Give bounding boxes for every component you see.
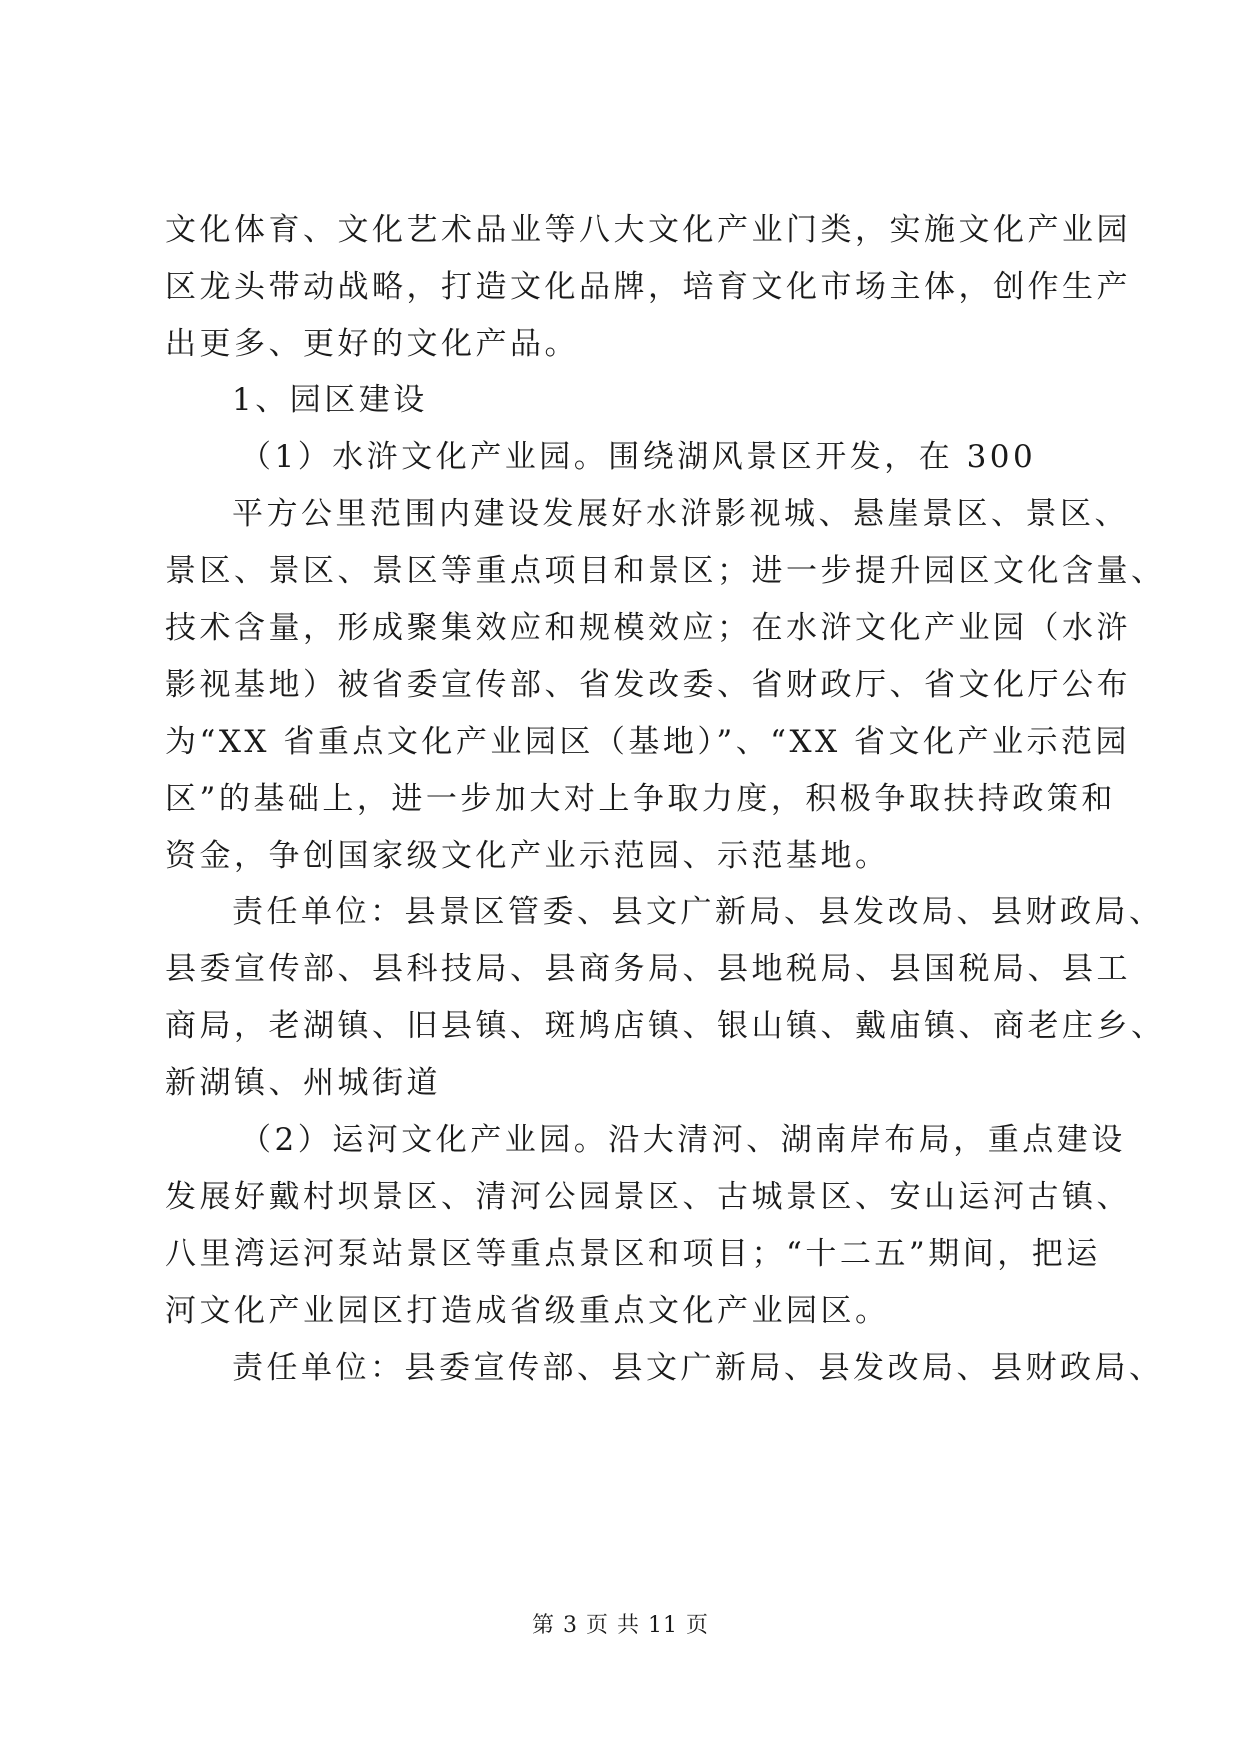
text-line: 区龙头带动战略，打造文化品牌，培育文化市场主体，创作生产 bbox=[165, 269, 1131, 305]
text-line: 区”的基础上，进一步加大对上争取力度，积极争取扶持政策和 bbox=[165, 781, 1116, 817]
text-line: 文化体育、文化艺术品业等八大文化产业门类，实施文化产业园 bbox=[165, 212, 1131, 248]
text-line: 县委宣传部、县科技局、县商务局、县地税局、县国税局、县工 bbox=[165, 951, 1131, 987]
text-line: 出更多、更好的文化产品。 bbox=[165, 326, 579, 362]
text-line: 新湖镇、州城街道 bbox=[165, 1065, 441, 1101]
text-line: 资金，争创国家级文化产业示范园、示范基地。 bbox=[165, 838, 890, 874]
text-line: 发展好戴村坝景区、清河公园景区、古城景区、安山运河古镇、 bbox=[165, 1179, 1131, 1215]
text-line: 技术含量，形成聚集效应和规模效应；在水浒文化产业园（水浒 bbox=[165, 610, 1131, 646]
responsible-units-line: 责任单位：县委宣传部、县文广新局、县发改局、县财政局、 bbox=[232, 1350, 1164, 1386]
page-footer: 第 3 页 共 11 页 bbox=[532, 1613, 709, 1638]
text-line: 影视基地）被省委宣传部、省发改委、省财政厅、省文化厅公布 bbox=[165, 667, 1131, 703]
text-line: 八里湾运河泵站景区等重点景区和项目；“十二五”期间，把运 bbox=[165, 1236, 1101, 1272]
text-line: 为“XX 省重点文化产业园区（基地）”、“XX 省文化产业示范园 bbox=[165, 724, 1131, 760]
text-line: 景区、景区、景区等重点项目和景区；进一步提升园区文化含量、 bbox=[165, 553, 1166, 589]
text-line: 商局，老湖镇、旧县镇、斑鸠店镇、银山镇、戴庙镇、商老庄乡、 bbox=[165, 1008, 1166, 1044]
text-line: 河文化产业园区打造成省级重点文化产业园区。 bbox=[165, 1293, 890, 1329]
text-line: 平方公里范围内建设发展好水浒影视城、悬崖景区、景区、 bbox=[232, 496, 1129, 532]
subsection-heading: （1）水浒文化产业园。围绕湖风景区开发，在 300 bbox=[240, 439, 1037, 475]
responsible-units-line: 责任单位：县景区管委、县文广新局、县发改局、县财政局、 bbox=[232, 894, 1164, 930]
subsection-heading: （2）运河文化产业园。沿大清河、湖南岸布局，重点建设 bbox=[240, 1122, 1126, 1158]
section-heading: 1、园区建设 bbox=[232, 382, 428, 418]
